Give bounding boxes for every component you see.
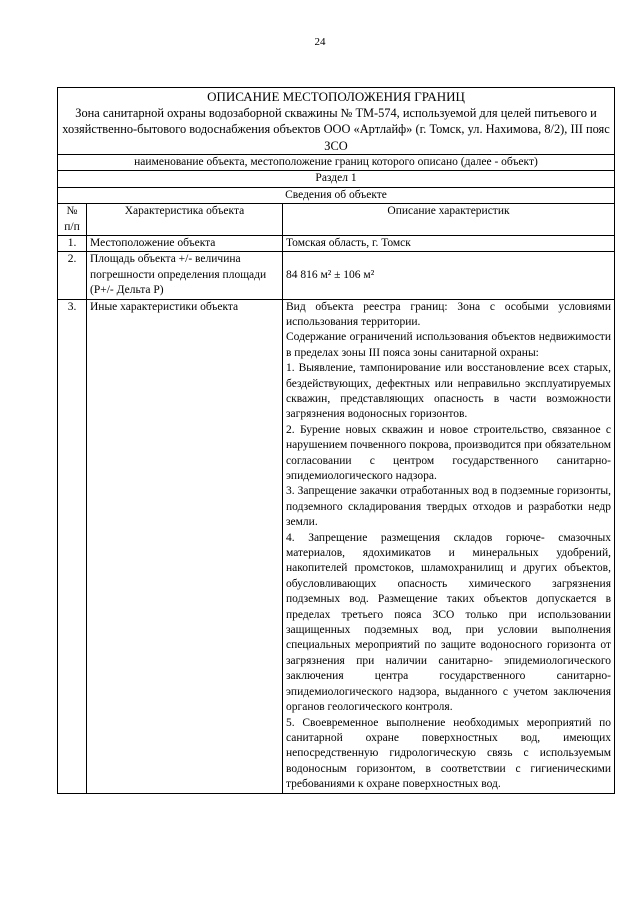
table-row: [58, 235, 615, 251]
row-characteristic: Площадь объекта +/- величина погрешности определения площади (P+/- Дельта P): [87, 252, 283, 299]
row-num: 2.: [58, 252, 87, 299]
table-row: [58, 299, 615, 793]
section-title-row: [58, 187, 615, 203]
title-row: [58, 88, 615, 155]
section-label: Раздел 1: [58, 171, 615, 187]
row-characteristic: Иные характеристики объекта: [87, 299, 283, 793]
boundary-description-table: [57, 87, 615, 794]
section-title: Сведения об объекте: [58, 187, 615, 203]
description-paragraph: 4. Запрещение размещения складов горюче- смазочных материалов, ядохимикатов и минеральных удобрений, накопителей промстоков, шламохранилищ и других объектов, обусловливающих опасность химического загрязнения подземных вод. Размещение таких объектов допускается в пределах третьего пояса ЗСО только при использовании защищенных подземных вод, при условии выполнения специальных мероприятий по защите водоносного горизонта от загрязнения при наличии санитарно- эпидемиологического заключения центра государственного санитарно-эпидемиологического надзора, выданного с учетом заключения органов геологического контроля.: [286, 531, 611, 714]
document-title: ОПИСАНИЕ МЕСТОПОЛОЖЕНИЯ ГРАНИЦ: [207, 89, 465, 104]
column-header-description: Описание характеристик: [283, 204, 615, 236]
description-paragraph: Содержание ограничений использования объектов недвижимости в пределах зоны III пояса зоны санитарной охраны:: [286, 331, 611, 359]
row-num: 1.: [58, 235, 87, 251]
document-subtitle: Зона санитарной охраны водозаборной скважины № ТМ-574, используемой для целей питьевого и хозяйственно-бытового водоснабжения объектов ООО «Артлайф» (г. Томск, ул. Нахимова, 8/2), III пояс ЗСО: [62, 106, 610, 153]
table-row: [58, 252, 615, 299]
object-caption: наименование объекта, местоположение границ которого описано (далее - объект): [58, 154, 615, 170]
row-description: [283, 299, 615, 793]
header-row: [58, 204, 615, 236]
description-paragraph: 3. Запрещение закачки отработанных вод в подземные горизонты, подземного складирования твердых отходов и разработки недр земли.: [286, 485, 611, 529]
page-number: 24: [314, 36, 326, 48]
description-paragraph: 5. Своевременное выполнение необходимых мероприятий по санитарной охране поверхностных вод, имеющих непосредственную гидрологическую связь с используемым водоносным горизонтом, в соответствии с гигиеническими требованиями к охране поверхностных вод.: [286, 716, 611, 791]
row-num: 3.: [58, 299, 87, 793]
row-description: 84 816 м² ± 106 м²: [283, 252, 615, 299]
column-header-characteristic: Характеристика объекта: [87, 204, 283, 236]
section-row: [58, 171, 615, 187]
row-characteristic: Местоположение объекта: [87, 235, 283, 251]
description-paragraph: 2. Бурение новых скважин и новое строительство, связанное с нарушением почвенного покрова, производится при обязательном согласовании с центром государственного санитарно-эпидемиологического надзора.: [286, 423, 611, 483]
row-description: Томская область, г. Томск: [283, 235, 615, 251]
object-caption-row: [58, 154, 615, 170]
description-paragraph: 1. Выявление, тампонирование или восстановление всех старых, бездействующих, дефектных или неправильно эксплуатируемых скважин, представляющих опасность в части возможности загрязнения водоносных горизонтов.: [286, 362, 611, 421]
column-header-num: № п/п: [58, 204, 87, 236]
description-paragraph: Вид объекта реестра границ: Зона с особыми условиями использования территории.: [286, 300, 611, 328]
